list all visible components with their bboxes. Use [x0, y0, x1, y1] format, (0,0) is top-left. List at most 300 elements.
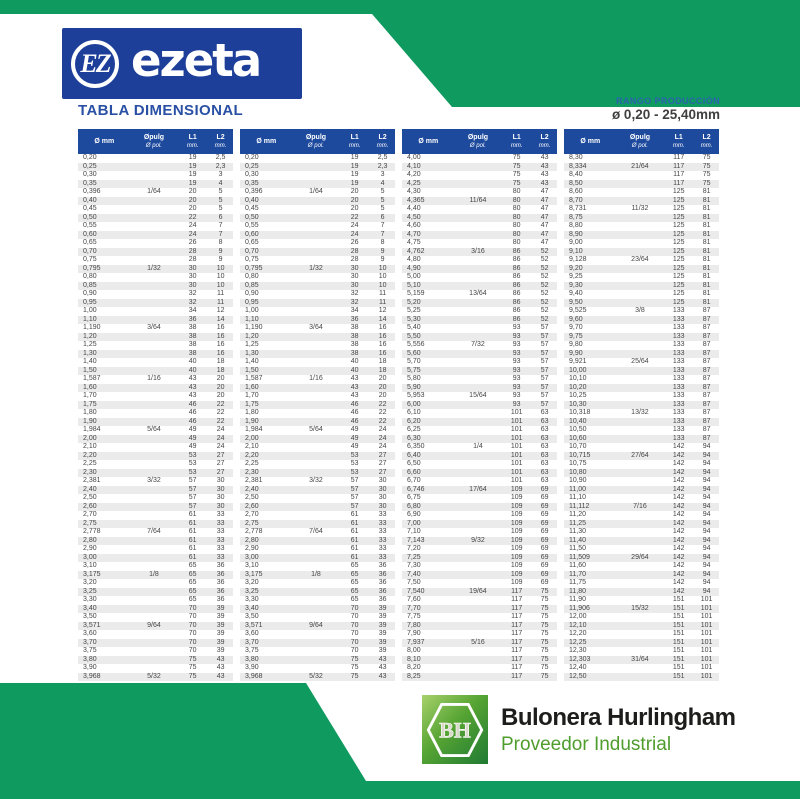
table-row	[240, 282, 395, 291]
cell: 36	[378, 579, 387, 586]
cell: 12,303	[569, 655, 591, 663]
cell: 4	[218, 179, 223, 187]
cell: 49	[350, 443, 359, 450]
cell	[455, 494, 502, 503]
cell: 93	[512, 392, 521, 399]
cell: 63	[540, 426, 549, 433]
cell: 81	[702, 281, 711, 289]
cell: 6	[218, 213, 223, 221]
cell: 43	[378, 672, 387, 680]
cell: 57	[540, 366, 549, 374]
cell: 69	[540, 528, 549, 535]
table-row	[564, 324, 719, 333]
cell: 11/32	[631, 205, 649, 212]
table-row	[402, 596, 557, 605]
cell: 2,30	[83, 468, 97, 476]
cell: 9,70	[569, 324, 583, 331]
cell: 63	[540, 443, 549, 450]
column-header: Øpulg Ø pol.	[305, 133, 327, 149]
cell: 142	[672, 553, 685, 561]
table-row	[564, 664, 719, 673]
cell	[455, 664, 502, 673]
cell: 43	[188, 375, 197, 382]
table-row	[240, 554, 395, 563]
cell: 9,50	[569, 298, 583, 306]
cell: 49	[350, 426, 359, 433]
production-range	[555, 96, 720, 122]
table-row	[240, 392, 395, 401]
cell: 75	[350, 655, 359, 663]
cell: 7	[380, 230, 385, 238]
cell: 39	[378, 647, 387, 654]
table-row	[564, 358, 719, 367]
cell	[131, 384, 178, 393]
cell: 36	[378, 562, 387, 569]
cell: 2,10	[83, 443, 97, 450]
cell: 87	[702, 426, 711, 433]
cell: 20	[350, 188, 359, 195]
cell: 0,65	[83, 239, 97, 246]
cell	[617, 384, 664, 393]
table-row	[564, 562, 719, 571]
cell	[617, 154, 664, 163]
table-row	[240, 248, 395, 257]
table-row	[402, 324, 557, 333]
table-row	[240, 588, 395, 597]
cell: 11/64	[469, 196, 487, 204]
cell: 65	[350, 570, 359, 578]
cell: 7,937	[407, 638, 425, 646]
table-row	[78, 197, 233, 206]
table-row	[564, 214, 719, 223]
cell: 7	[218, 230, 223, 238]
cell: 81	[702, 196, 711, 204]
cell: 2,90	[245, 545, 259, 552]
table-row	[402, 545, 557, 554]
cell: 4,60	[407, 222, 421, 229]
cell: 3,25	[83, 587, 97, 595]
cell	[131, 639, 178, 648]
table-row	[402, 273, 557, 282]
cell: 5,953	[407, 392, 425, 399]
cell	[131, 273, 178, 282]
column-header: L2 mm.	[214, 133, 227, 149]
cell: 47	[540, 213, 549, 221]
cell: 7	[380, 222, 385, 229]
table-row	[564, 231, 719, 240]
cell	[455, 503, 502, 512]
cell: 125	[672, 196, 685, 204]
cell	[617, 239, 664, 248]
table-row	[402, 265, 557, 274]
cell: 125	[672, 230, 685, 238]
cell: 8	[380, 239, 385, 246]
table-row	[240, 171, 395, 180]
cell	[131, 596, 178, 605]
cell: 69	[540, 536, 549, 544]
dimension-table	[240, 129, 395, 681]
cell	[131, 171, 178, 180]
cell	[455, 579, 502, 588]
cell: 4,40	[407, 205, 421, 212]
cell: 11,25	[569, 519, 586, 527]
table-row	[240, 664, 395, 673]
cell	[617, 477, 664, 486]
cell	[293, 418, 340, 427]
cell: 20	[216, 375, 225, 382]
cell: 43	[540, 171, 549, 178]
cell: 109	[510, 502, 523, 510]
cell: 1,80	[245, 409, 259, 416]
cell: 2,778	[245, 528, 263, 535]
cell: 2,70	[83, 511, 97, 518]
cell: 81	[702, 239, 711, 246]
cell: 1,50	[83, 366, 97, 374]
cell: 101	[700, 596, 713, 603]
table-row	[402, 571, 557, 580]
table-row	[564, 350, 719, 359]
cell	[293, 197, 340, 206]
cell	[617, 545, 664, 554]
cell: 142	[672, 536, 685, 544]
table-row	[78, 214, 233, 223]
cell: 101	[700, 604, 713, 612]
cell: 87	[702, 434, 711, 442]
cell: 125	[672, 239, 685, 246]
cell: 142	[672, 579, 685, 586]
cell: 0,35	[245, 179, 259, 187]
cell: 2,20	[83, 451, 97, 459]
cell: 0,90	[83, 290, 97, 297]
table-row	[402, 630, 557, 639]
cell: 1/64	[147, 188, 161, 195]
column-header: Ø mm	[580, 137, 601, 145]
table-row	[240, 324, 395, 333]
cell: 3,30	[245, 596, 259, 603]
table-row	[78, 282, 233, 291]
table-row	[564, 596, 719, 605]
cell: 38	[350, 332, 359, 340]
cell: 87	[702, 366, 711, 374]
cell: 46	[350, 400, 359, 408]
cell: 9,921	[569, 358, 587, 365]
cell: 57	[540, 375, 549, 382]
cell: 28	[188, 256, 197, 263]
cell: 93	[512, 400, 521, 408]
cell	[455, 154, 502, 163]
table-row	[78, 622, 233, 631]
table-row	[402, 171, 557, 180]
cell: 47	[540, 205, 549, 212]
cell: 0,396	[245, 188, 263, 195]
table-row	[240, 562, 395, 571]
cell: 6,60	[407, 468, 421, 476]
cell: 4,10	[407, 162, 421, 170]
cell: 3,10	[245, 562, 259, 569]
cell: 0,40	[83, 196, 97, 204]
cell	[293, 664, 340, 673]
table-row	[402, 647, 557, 656]
table-row	[78, 554, 233, 563]
cell: 0,20	[245, 154, 259, 161]
cell: 1,10	[245, 315, 259, 323]
cell: 22	[378, 409, 387, 416]
cell: 8,70	[569, 196, 583, 204]
cell: 109	[510, 553, 523, 561]
cell: 70	[350, 604, 359, 612]
cell: 57	[540, 349, 549, 357]
cell: 101	[700, 647, 713, 654]
table-row	[78, 452, 233, 461]
table-row	[564, 520, 719, 529]
cell: 7	[218, 222, 223, 229]
cell: 117	[511, 621, 523, 629]
cell: 2,50	[83, 494, 97, 501]
cell: 11	[216, 290, 225, 297]
table-row	[240, 520, 395, 529]
table-row	[78, 239, 233, 248]
table-row	[564, 494, 719, 503]
cell: 20	[188, 205, 197, 212]
cell: 2,5	[215, 154, 226, 161]
cell: 39	[216, 630, 225, 637]
table-row	[564, 282, 719, 291]
cell: 2,5	[377, 154, 388, 161]
cell	[455, 426, 502, 435]
cell: 151	[672, 596, 685, 603]
cell: 24	[378, 443, 387, 450]
cell	[617, 324, 664, 333]
cell: 117	[511, 647, 523, 654]
cell: 6	[380, 213, 385, 221]
table-row	[240, 452, 395, 461]
cell	[617, 426, 664, 435]
cell: 86	[512, 307, 521, 314]
cell: 57	[188, 494, 197, 501]
cell	[293, 596, 340, 605]
cell: 11	[378, 298, 387, 306]
cell: 10,30	[569, 400, 587, 408]
cell: 101	[510, 477, 523, 484]
cell: 10	[216, 281, 225, 289]
cell: 3,75	[83, 647, 97, 654]
company-name: Bulonera Hurlingham	[501, 704, 736, 731]
cell: 133	[672, 341, 685, 348]
cell	[293, 452, 340, 461]
cell: 81	[702, 205, 711, 212]
cell: 63	[540, 468, 549, 476]
table-row	[240, 222, 395, 231]
cell: 0,80	[83, 273, 97, 280]
cell: 52	[540, 247, 549, 255]
cell: 133	[672, 366, 685, 374]
cell: 1,70	[245, 392, 259, 399]
cell: 30	[350, 273, 359, 280]
cell: 94	[702, 443, 711, 450]
cell: 2,80	[245, 536, 259, 544]
cell: 3,80	[83, 655, 97, 663]
cell: 7,00	[407, 519, 421, 527]
cell: 10	[378, 273, 387, 280]
cell: 61	[188, 553, 197, 561]
cell: 30	[216, 485, 225, 493]
table-row	[78, 503, 233, 512]
cell: 6,75	[407, 494, 421, 501]
cell: 1,00	[83, 307, 97, 314]
cell: 8,334	[569, 162, 587, 170]
cell: 2,40	[83, 485, 97, 493]
cell: 19	[188, 179, 197, 187]
cell	[293, 180, 340, 189]
table-row	[564, 290, 719, 299]
cell	[455, 265, 502, 274]
cell: 63	[540, 409, 549, 416]
cell: 30	[350, 264, 359, 272]
cell: 133	[672, 307, 685, 314]
cell: 52	[540, 315, 549, 323]
cell: 94	[702, 511, 711, 518]
cell: 5	[218, 205, 223, 212]
cell: 2,25	[83, 460, 97, 467]
cell	[293, 384, 340, 393]
cell: 133	[672, 375, 685, 382]
table-row	[402, 460, 557, 469]
table-row	[240, 435, 395, 444]
cell: 24	[216, 443, 225, 450]
bottom-left-green-shape	[0, 683, 370, 781]
table-row	[564, 384, 719, 393]
table-row	[78, 358, 233, 367]
cell	[617, 290, 664, 299]
table-row	[78, 656, 233, 665]
cell: 27	[216, 451, 225, 459]
cell: 1/32	[147, 264, 161, 272]
cell	[617, 596, 664, 605]
cell: 30	[378, 477, 387, 484]
cell: 70	[350, 621, 359, 629]
cell: 24	[350, 230, 359, 238]
cell	[131, 418, 178, 427]
cell: 52	[540, 307, 549, 314]
table-row	[240, 290, 395, 299]
cell: 2,40	[245, 485, 259, 493]
table-row	[240, 341, 395, 350]
cell: 10,715	[569, 451, 591, 459]
cell: 65	[350, 596, 359, 603]
cell	[455, 358, 502, 367]
cell	[455, 596, 502, 605]
table-row	[402, 256, 557, 265]
cell: 142	[672, 587, 685, 595]
cell: 8,90	[569, 230, 583, 238]
cell: 1,587	[83, 375, 101, 382]
cell: 94	[702, 587, 711, 595]
table-row	[78, 333, 233, 342]
cell: 0,25	[83, 162, 97, 170]
cell: 3,60	[245, 630, 259, 637]
cell	[131, 350, 178, 359]
dimension-table	[564, 129, 719, 681]
table-row	[402, 562, 557, 571]
table-row	[78, 639, 233, 648]
cell: 39	[378, 613, 387, 620]
cell: 151	[672, 604, 685, 612]
cell: 117	[511, 596, 523, 603]
cell: 39	[378, 630, 387, 637]
cell	[617, 486, 664, 495]
cell: 11	[378, 290, 387, 297]
cell	[455, 171, 502, 180]
cell	[617, 231, 664, 240]
cell: 5,70	[407, 358, 421, 365]
cell: 7,40	[407, 570, 421, 578]
table-row	[78, 265, 233, 274]
cell	[617, 562, 664, 571]
cell: 142	[672, 570, 685, 578]
cell	[617, 188, 664, 197]
cell: 1,90	[83, 417, 97, 425]
cell: 81	[702, 213, 711, 221]
cell: 3,90	[83, 664, 97, 671]
cell: 80	[512, 239, 521, 246]
cell: 10,80	[569, 468, 587, 476]
table-row	[564, 154, 719, 163]
cell: 43	[216, 664, 225, 671]
cell: 5,75	[407, 366, 421, 374]
cell: 1,90	[245, 417, 259, 425]
cell: 94	[702, 502, 711, 510]
table-row	[402, 435, 557, 444]
cell: 10,00	[569, 366, 587, 374]
table-row	[402, 282, 557, 291]
cell: 43	[188, 383, 197, 391]
cell: 93	[512, 375, 521, 382]
cell: 43	[540, 179, 549, 187]
cell: 36	[216, 587, 225, 595]
cell: 30	[378, 485, 387, 493]
cell: 18	[378, 358, 387, 365]
cell	[455, 545, 502, 554]
cell: 30	[188, 273, 197, 280]
table-row	[564, 545, 719, 554]
cell: 117	[673, 179, 685, 187]
cell	[293, 579, 340, 588]
cell: 81	[702, 188, 711, 195]
cell	[455, 324, 502, 333]
cell: 3	[380, 171, 385, 178]
cell	[131, 469, 178, 478]
cell: 0,85	[245, 281, 259, 289]
cell: 2,60	[83, 502, 97, 510]
cell: 6,70	[407, 477, 421, 484]
cell	[131, 222, 178, 231]
table-row	[78, 469, 233, 478]
cell: 57	[540, 392, 549, 399]
cell: 23/64	[631, 256, 649, 263]
cell: 52	[540, 256, 549, 263]
cell: 94	[702, 494, 711, 501]
cell	[293, 239, 340, 248]
cell: 69	[540, 553, 549, 561]
cell: 142	[672, 468, 685, 476]
cell: 12,30	[569, 647, 587, 654]
table-body	[564, 154, 719, 681]
cell	[293, 401, 340, 410]
cell: 30	[216, 494, 225, 501]
cell: 94	[702, 477, 711, 484]
cell: 1,984	[83, 426, 101, 433]
table-row	[78, 528, 233, 537]
